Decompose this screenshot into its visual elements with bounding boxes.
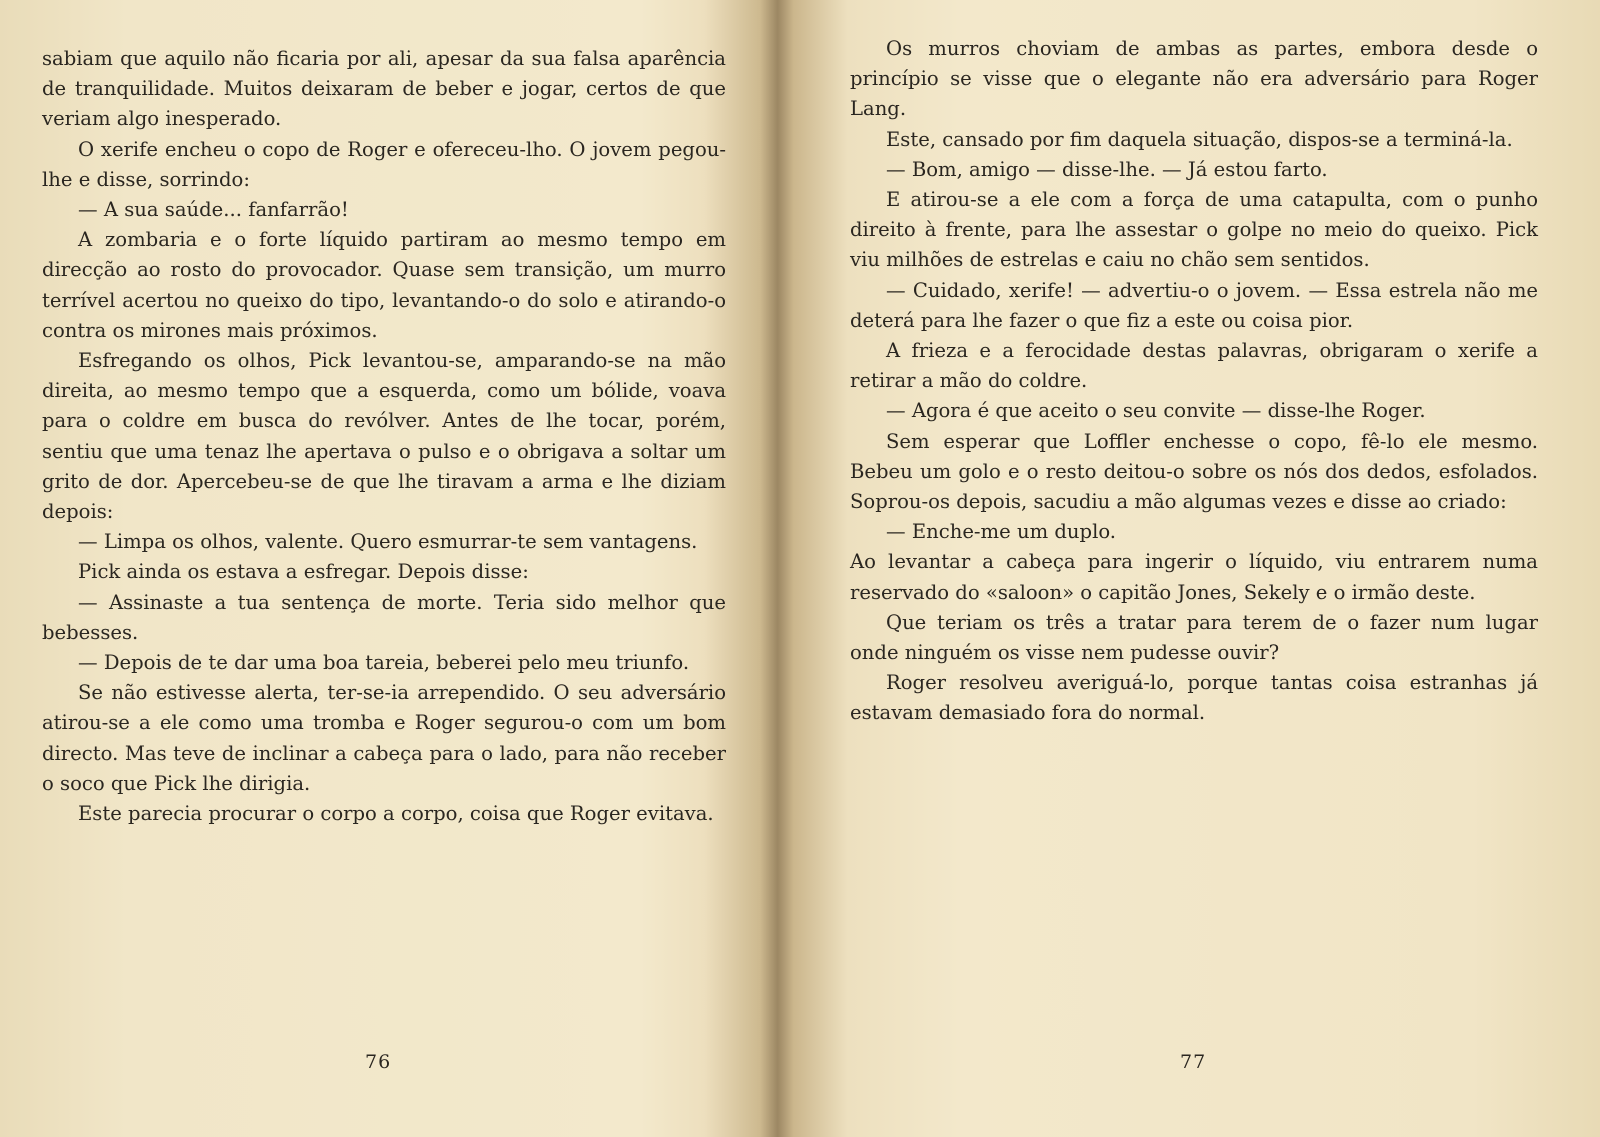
paragraph: — Agora é que aceito o seu convite — disse-lhe Roger. bbox=[886, 399, 1426, 423]
right-page bbox=[790, 0, 1600, 1137]
paragraph: — Limpa os olhos, valente. Quero esmurrar-te sem vantagens. bbox=[78, 530, 698, 554]
paragraph: — Assinaste a tua sentença de morte. Teria sido melhor que bebesses. bbox=[42, 590, 726, 644]
paragraph: Esfregando os olhos, Pick levantou-se, amparando-se na mão direita, ao mesmo tempo que a esquerda, como um bólide, voava para o coldre em busca do revólver. Antes de lhe tocar, porém, sentiu que uma tenaz lhe apertava o pulso e o obrigava a soltar um grito de dor. Apercebeu-se de que lhe tiravam a arma e lhe diziam depois: bbox=[42, 349, 726, 524]
paragraph: sabiam que aquilo não ficaria por ali, apesar da sua falsa aparência de tranquilidade. Muitos deixaram de beber e jogar, certos de que veriam algo inesperado. bbox=[42, 47, 726, 131]
paragraph: A zombaria e o forte líquido partiram ao mesmo tempo em direcção ao rosto do provocador. Quase sem transição, um murro terrível acertou no queixo do tipo, levantando-o do solo e atirando-o contra os mirones mais próximos. bbox=[42, 228, 726, 342]
paragraph: — Enche-me um duplo. bbox=[886, 520, 1117, 544]
left-page bbox=[0, 0, 770, 1137]
left-page-text bbox=[42, 44, 726, 829]
paragraph: O xerife encheu o copo de Roger e ofereceu-lho. O jovem pegou-lhe e disse, sorrindo: bbox=[42, 137, 726, 191]
paragraph: — Bom, amigo — disse-lhe. — Já estou farto. bbox=[886, 157, 1328, 181]
paragraph: Que teriam os três a tratar para terem de o fazer num lugar onde ninguém os visse nem pudesse ouvir? bbox=[850, 610, 1538, 665]
page-number: 77 bbox=[1180, 1051, 1207, 1073]
paragraph: — A sua saúde... fanfarrão! bbox=[78, 198, 349, 222]
page-number: 76 bbox=[365, 1051, 392, 1073]
paragraph: E atirou-se a ele com a força de uma catapulta, com o punho direito à frente, para lhe assestar o golpe no meio do queixo. Pick viu milhões de estrelas e caiu no chão sem sentidos. bbox=[850, 188, 1538, 272]
paragraph: Os murros choviam de ambas as partes, embora desde o princípio se visse que o elegante não era adversário para Roger Lang. bbox=[850, 37, 1538, 121]
paragraph: A frieza e a ferocidade destas palavras, obrigaram o xerife a retirar a mão do coldre. bbox=[850, 339, 1538, 393]
paragraph: Roger resolveu averiguá-lo, porque tantas coisa estranhas já estavam demasiado fora do normal. bbox=[850, 671, 1538, 725]
paragraph: Ao levantar a cabeça para ingerir o líquido, viu entrarem numa reservado do «saloon» o capitão Jones, Sekely e o irmão deste. bbox=[850, 550, 1538, 604]
paragraph: — Depois de te dar uma boa tareia, beberei pelo meu triunfo. bbox=[78, 651, 690, 675]
paragraph: Este, cansado por fim daquela situação, dispos-se a terminá-la. bbox=[886, 127, 1513, 151]
paragraph: Este parecia procurar o corpo a corpo, coisa que Roger evitava. bbox=[78, 802, 714, 826]
paragraph: Sem esperar que Loffler enchesse o copo, fê-lo ele mesmo. Bebeu um golo e o resto deitou-o sobre os nós dos dedos, esfolados. Soprou-os depois, sacudiu a mão algumas vezes e disse ao criado: bbox=[850, 429, 1538, 514]
paragraph: Se não estivesse alerta, ter-se-ia arrependido. O seu adversário atirou-se a ele como uma tromba e Roger segurou-o com um bom directo. Mas teve de inclinar a cabeça para o lado, para não receber o soco que Pick lhe dirigia. bbox=[42, 681, 726, 795]
paragraph: Pick ainda os estava a esfregar. Depois disse: bbox=[78, 560, 529, 584]
right-page-text bbox=[850, 34, 1538, 729]
paragraph: — Cuidado, xerife! — advertiu-o o jovem. — Essa estrela não me deterá para lhe fazer o que fiz a este ou coisa pior. bbox=[850, 278, 1538, 332]
